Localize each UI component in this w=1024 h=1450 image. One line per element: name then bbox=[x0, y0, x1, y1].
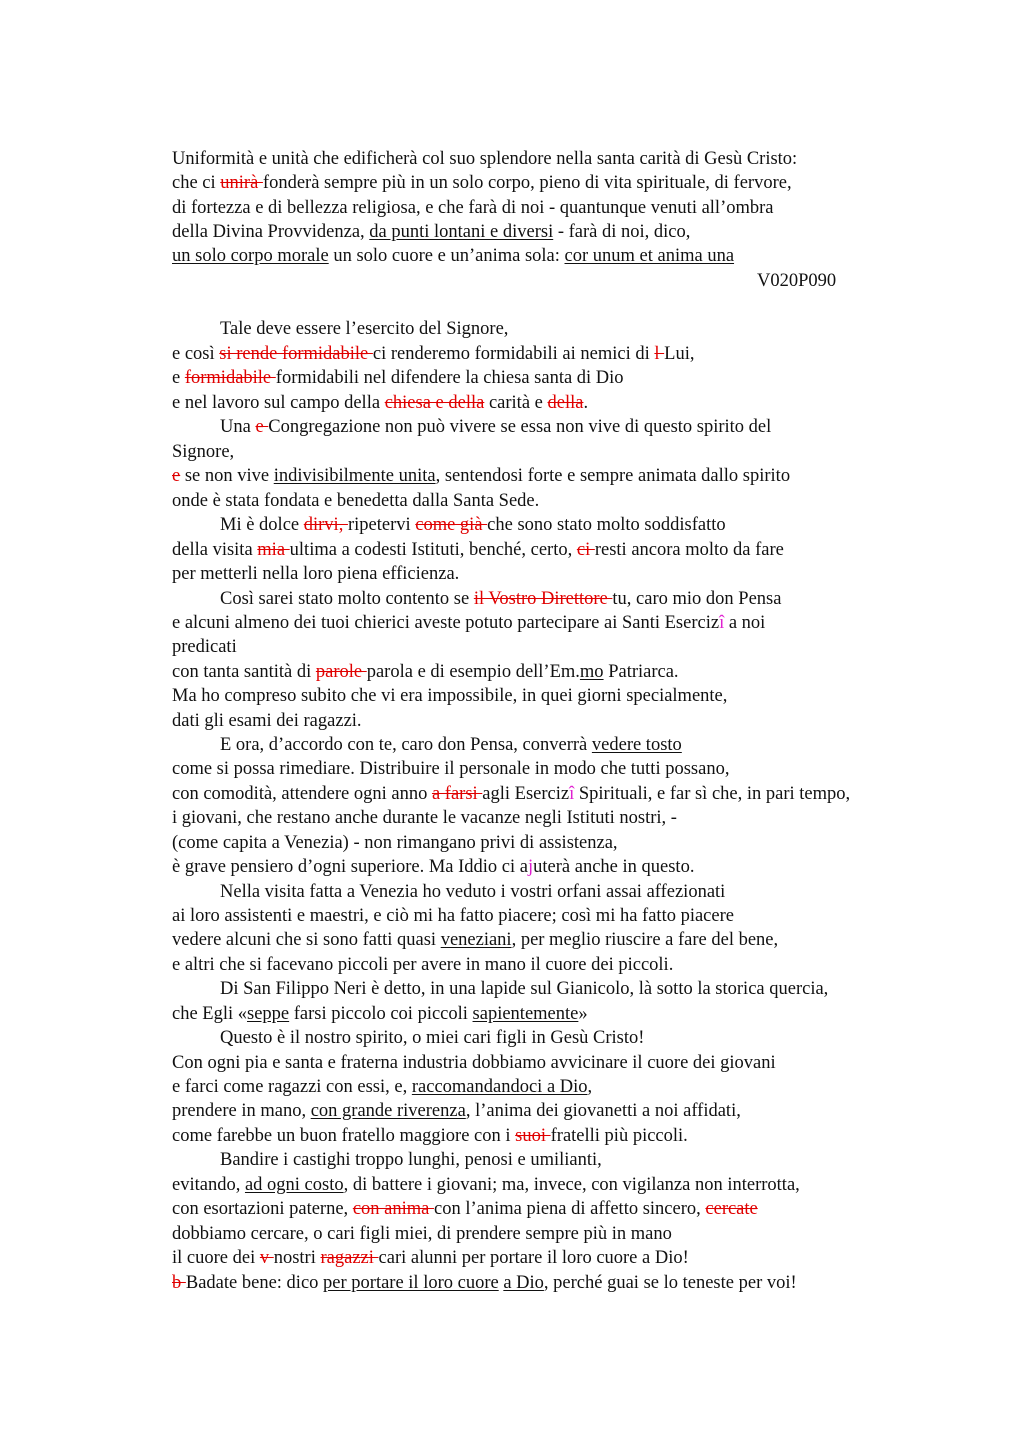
deleted-text: si rende formidabile bbox=[219, 344, 373, 364]
text-segment: , sentendosi forte e sempre animata dallo spirito bbox=[435, 466, 791, 486]
text-segment: - farà di noi, dico, bbox=[553, 222, 691, 242]
text-line bbox=[172, 1246, 689, 1270]
text-segment: Bandire i castighi troppo lunghi, penosi e umilianti, bbox=[220, 1150, 602, 1170]
text-line bbox=[172, 1197, 758, 1221]
text-line bbox=[172, 1051, 776, 1075]
text-segment: e altri che si facevano piccoli per avere in mano il cuore dei piccoli. bbox=[172, 955, 674, 975]
deleted-text: con anima bbox=[352, 1199, 434, 1219]
text-line bbox=[220, 733, 682, 757]
deleted-text: a farsi bbox=[431, 784, 483, 804]
text-line bbox=[172, 757, 729, 781]
text-segment: con tanta santità di bbox=[172, 662, 316, 682]
text-segment: e farci come ragazzi con essi, e, bbox=[172, 1077, 412, 1097]
underlined-text: sapientemente bbox=[472, 1004, 579, 1024]
page-reference: V020P090 bbox=[757, 271, 837, 291]
text-line bbox=[220, 317, 508, 341]
text-segment: Badate bene: dico bbox=[185, 1273, 324, 1293]
text-segment: onde è stata fondata e benedetta dalla Santa Sede. bbox=[172, 491, 540, 511]
text-segment: resti ancora molto da fare bbox=[594, 540, 784, 560]
text-line bbox=[220, 1148, 602, 1172]
deleted-text: e bbox=[172, 466, 181, 486]
text-segment: , di battere i giovani; ma, invece, con vigilanza non interrotta, bbox=[343, 1175, 800, 1195]
text-segment: di fortezza e di bellezza religiosa, e che farà di noi - quantunque venuti all’ombra bbox=[172, 198, 774, 218]
inserted-text: j bbox=[528, 857, 534, 877]
text-segment: . bbox=[583, 393, 589, 413]
text-line bbox=[172, 171, 792, 195]
text-segment: evitando, bbox=[172, 1175, 245, 1195]
deleted-text: ragazzi bbox=[320, 1248, 379, 1268]
text-line bbox=[172, 196, 774, 220]
text-line bbox=[172, 1002, 588, 1026]
text-segment: come si possa rimediare. Distribuire il personale in modo che tutti possano, bbox=[172, 759, 730, 779]
text-segment: e così bbox=[172, 344, 220, 364]
deleted-text: della bbox=[547, 393, 584, 413]
text-segment: vedere alcuni che si sono fatti quasi bbox=[172, 930, 441, 950]
text-line bbox=[172, 342, 694, 366]
text-segment: cari alunni per portare il loro cuore a Dio! bbox=[378, 1248, 689, 1268]
text-line bbox=[172, 1173, 800, 1197]
underlined-text: seppe bbox=[247, 1004, 290, 1024]
text-segment: e alcuni almeno dei tuoi chierici aveste potuto partecipare ai Santi Eserciz bbox=[172, 613, 720, 633]
text-segment: Uniformità e unità che edificherà col suo splendore nella santa carità di Gesù Cristo: bbox=[172, 149, 798, 169]
deleted-text: e bbox=[255, 417, 269, 437]
text-segment: se non vive bbox=[180, 466, 274, 486]
text-segment: Tale deve essere l’esercito del Signore, bbox=[220, 319, 509, 339]
text-segment: fonderà sempre più in un solo corpo, pieno di vita spirituale, di fervore, bbox=[262, 173, 792, 193]
text-line bbox=[220, 880, 725, 904]
text-line bbox=[172, 1099, 741, 1123]
text-segment: e nel lavoro sul campo della bbox=[172, 393, 385, 413]
text-segment: Con ogni pia e santa e fraterna industria dobbiamo avvicinare il cuore dei giovani bbox=[172, 1053, 776, 1073]
text-segment: farsi piccolo coi piccoli bbox=[289, 1004, 473, 1024]
deleted-text: v bbox=[259, 1248, 274, 1268]
text-line bbox=[172, 220, 690, 244]
deleted-text: l bbox=[654, 344, 665, 364]
text-line bbox=[172, 1271, 797, 1295]
text-segment: Spirituali, e far sì che, in pari tempo, bbox=[574, 784, 851, 804]
underlined-text: veneziani bbox=[440, 930, 512, 950]
text-segment: , l’anima dei giovanetti a noi affidati, bbox=[465, 1101, 741, 1121]
text-segment: Mi è dolce bbox=[220, 515, 304, 535]
text-line bbox=[220, 977, 828, 1001]
deleted-text: mia bbox=[257, 540, 290, 560]
deleted-text: b bbox=[172, 1273, 186, 1293]
text-segment: dati gli esami dei ragazzi. bbox=[172, 711, 362, 731]
underlined-text: per portare il loro cuore bbox=[323, 1273, 499, 1293]
text-line bbox=[172, 1222, 672, 1246]
text-line bbox=[172, 635, 237, 659]
text-line bbox=[220, 587, 781, 611]
deleted-text: chiesa e della bbox=[384, 393, 485, 413]
text-segment: uterà anche in questo. bbox=[533, 857, 695, 877]
text-segment: ai loro assistenti e maestri, e ciò mi ha fatto piacere; così mi ha fatto piacere bbox=[172, 906, 734, 926]
underlined-text: vedere tosto bbox=[591, 735, 682, 755]
inserted-text: î bbox=[569, 784, 575, 804]
text-line bbox=[220, 415, 771, 439]
underlined-text: da punti lontani e diversi bbox=[369, 222, 554, 242]
text-segment: che sono stato molto soddisfatto bbox=[487, 515, 726, 535]
text-segment: , per meglio riuscire a fare del bene, bbox=[511, 930, 779, 950]
text-line bbox=[220, 1026, 644, 1050]
deleted-text: suoi bbox=[515, 1126, 551, 1146]
deleted-text: ci bbox=[576, 540, 595, 560]
text-segment: che Egli « bbox=[172, 1004, 248, 1024]
text-segment: ripetervi bbox=[347, 515, 416, 535]
text-line bbox=[220, 513, 726, 537]
text-line bbox=[172, 244, 734, 268]
text-segment: che ci bbox=[172, 173, 221, 193]
text-segment: ultima a codesti Istituti, benché, certo, bbox=[289, 540, 577, 560]
deleted-text: formidabile bbox=[184, 368, 276, 388]
text-segment: Di San Filippo Neri è detto, in una lapide sul Gianicolo, là sotto la storica quercia, bbox=[220, 979, 829, 999]
text-segment: con l’anima piena di affetto sincero, bbox=[433, 1199, 706, 1219]
text-segment: E ora, d’accordo con te, caro don Pensa, converrà bbox=[220, 735, 592, 755]
underlined-text: indivisibilmente unita bbox=[273, 466, 436, 486]
text-segment: Così sarei stato molto contento se bbox=[220, 589, 474, 609]
inserted-text: î bbox=[719, 613, 725, 633]
text-segment: Ma ho compreso subito che vi era impossibile, in quei giorni specialmente, bbox=[172, 686, 728, 706]
deleted-text: unirà bbox=[220, 173, 263, 193]
text-segment: Nella visita fatta a Venezia ho veduto i vostri orfani assai affezionati bbox=[220, 882, 726, 902]
underlined-text: un solo corpo morale bbox=[172, 246, 329, 266]
text-segment: Lui, bbox=[664, 344, 695, 364]
text-segment: agli Eserciz bbox=[482, 784, 570, 804]
text-line bbox=[172, 855, 694, 879]
text-segment: a noi bbox=[724, 613, 766, 633]
text-segment: tu, caro mio don Pensa bbox=[612, 589, 782, 609]
text-segment: carità e bbox=[484, 393, 548, 413]
text-segment: Questo è il nostro spirito, o miei cari figli in Gesù Cristo! bbox=[220, 1028, 645, 1048]
text-segment: nostri bbox=[273, 1248, 321, 1268]
text-segment: Una bbox=[220, 417, 256, 437]
text-line bbox=[172, 904, 734, 928]
text-segment: per metterli nella loro piena efficienza. bbox=[172, 564, 460, 584]
text-line bbox=[172, 1075, 592, 1099]
text-line bbox=[172, 782, 850, 806]
underlined-text: con grande riverenza bbox=[310, 1101, 466, 1121]
text-line bbox=[172, 366, 624, 390]
text-segment: il cuore dei bbox=[172, 1248, 260, 1268]
text-line bbox=[172, 440, 234, 464]
text-segment: , perché guai se lo teneste per voi! bbox=[543, 1273, 797, 1293]
text-line bbox=[172, 538, 784, 562]
text-segment: Patriarca. bbox=[603, 662, 679, 682]
text-segment: formidabili nel difendere la chiesa santa di Dio bbox=[275, 368, 624, 388]
text-line bbox=[172, 1124, 688, 1148]
deleted-text: il Vostro Direttore bbox=[473, 589, 613, 609]
text-segment: come farebbe un buon fratello maggiore con i bbox=[172, 1126, 516, 1146]
text-segment: parola e di esempio dell’Em. bbox=[366, 662, 580, 682]
text-segment: predicati bbox=[172, 637, 237, 657]
deleted-text: come già bbox=[415, 515, 488, 535]
deleted-text: cercate bbox=[705, 1199, 758, 1219]
text-line bbox=[172, 391, 588, 415]
text-segment: , bbox=[587, 1077, 593, 1097]
text-segment: della Divina Provvidenza, bbox=[172, 222, 370, 242]
text-segment: prendere in mano, bbox=[172, 1101, 311, 1121]
text-segment: un solo cuore e un’anima sola: bbox=[328, 246, 565, 266]
text-line bbox=[172, 147, 797, 171]
text-line bbox=[172, 660, 679, 684]
deleted-text: dirvi, bbox=[303, 515, 348, 535]
text-segment: e bbox=[172, 368, 185, 388]
underlined-text: mo bbox=[579, 662, 604, 682]
text-line bbox=[172, 806, 677, 830]
text-segment: » bbox=[578, 1004, 588, 1024]
text-line bbox=[172, 464, 790, 488]
text-segment: (come capita a Venezia) - non rimangano privi di assistenza, bbox=[172, 833, 618, 853]
underlined-text: raccomandandoci a Dio bbox=[411, 1077, 588, 1097]
text-segment: Congregazione non può vivere se essa non vive di questo spirito del bbox=[268, 417, 772, 437]
text-segment: Signore, bbox=[172, 442, 235, 462]
text-line bbox=[172, 562, 459, 586]
underlined-text: a Dio bbox=[503, 1273, 544, 1293]
text-line bbox=[172, 953, 673, 977]
text-line bbox=[172, 831, 618, 855]
text-line bbox=[172, 684, 727, 708]
text-segment: con esortazioni paterne, bbox=[172, 1199, 353, 1219]
text-segment: con comodità, attendere ogni anno bbox=[172, 784, 432, 804]
text-segment: fratelli più piccoli. bbox=[550, 1126, 688, 1146]
underlined-text: cor unum et anima una bbox=[564, 246, 735, 266]
text-segment: i giovani, che restano anche durante le vacanze negli Istituti nostri, - bbox=[172, 808, 677, 828]
deleted-text: parole bbox=[315, 662, 367, 682]
text-line bbox=[172, 611, 765, 635]
text-segment: dobbiamo cercare, o cari figli miei, di prendere sempre più in mano bbox=[172, 1224, 672, 1244]
text-segment: della visita bbox=[172, 540, 258, 560]
text-segment: ci renderemo formidabili ai nemici di bbox=[372, 344, 655, 364]
text-line bbox=[172, 928, 778, 952]
text-line bbox=[172, 489, 539, 513]
text-segment: è grave pensiero d’ogni superiore. Ma Iddio ci a bbox=[172, 857, 528, 877]
text-line bbox=[172, 709, 362, 733]
underlined-text: ad ogni costo bbox=[244, 1175, 344, 1195]
